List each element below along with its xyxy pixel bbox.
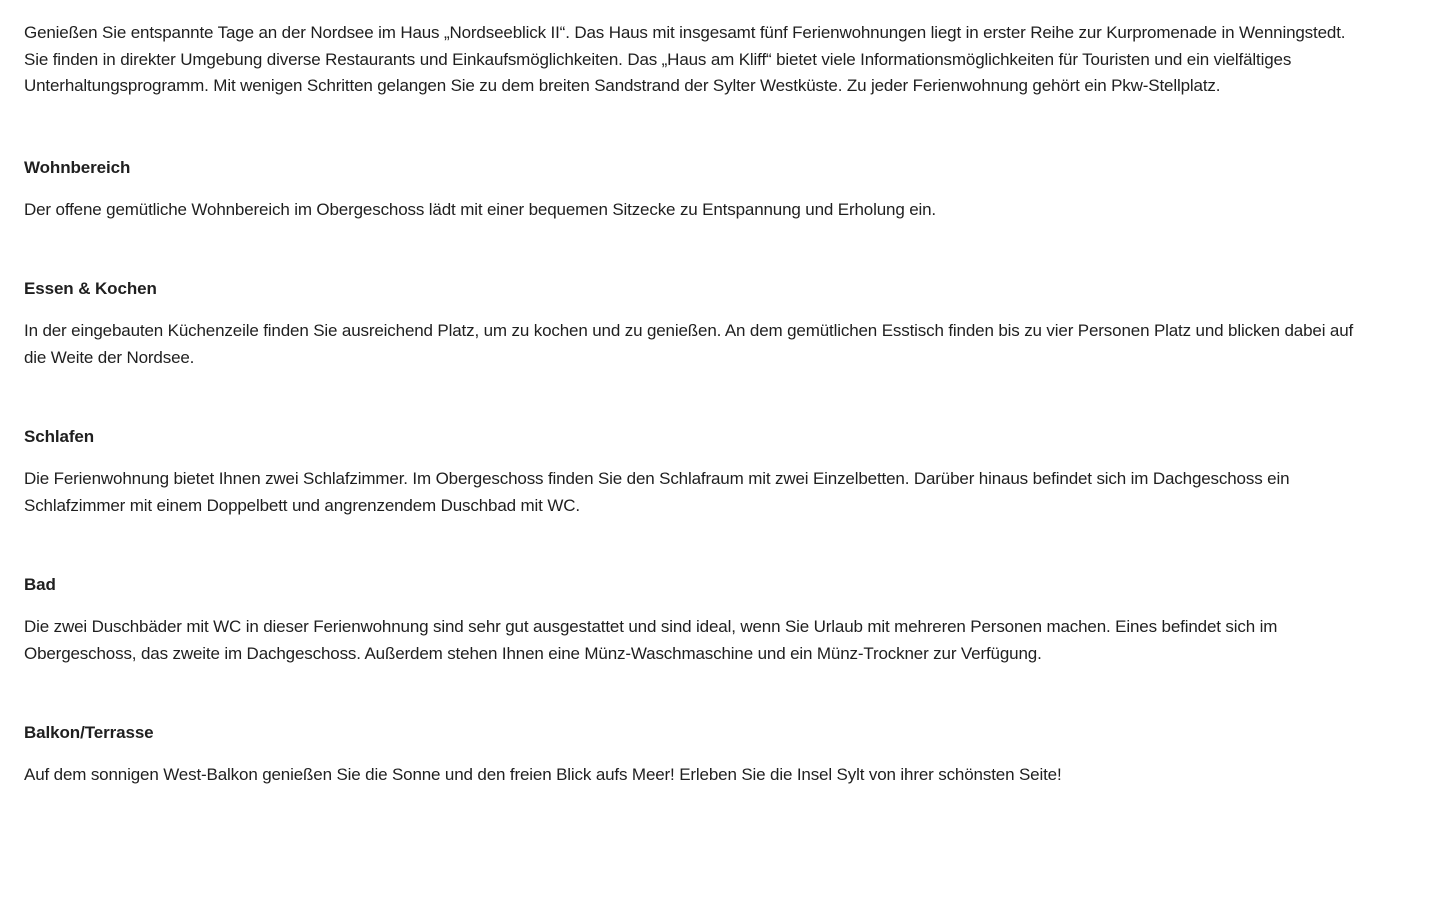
section-text: In der eingebauten Küchenzeile finden Sie ausreichend Platz, um zu kochen und zu genießen. An dem gemütlichen Esstisch finden bis zu vier Personen Platz und blicken dabei auf die Weite der Nordsee. [24,321,1354,367]
section-text: Die zwei Duschbäder mit WC in dieser Ferienwohnung sind sehr gut ausgestattet und sind ideal, wenn Sie Urlaub mit mehreren Personen machen. Eines befindet sich im Obergeschoss, das zweite im Dachgeschoss. Außerdem stehen Ihnen eine Münz-Waschmaschine und ein Münz-Trockner zur Verfügung. [24,617,1278,663]
document-content [24,20,1354,789]
section-text: Der offene gemütliche Wohnbereich im Obergeschoss lädt mit einer bequemen Sitzecke zu Entspannung und Erholung ein. [24,199,937,219]
section-text: Die Ferienwohnung bietet Ihnen zwei Schlafzimmer. Im Obergeschoss finden Sie den Schlafraum mit zwei Einzelbetten. Darüber hinaus befindet sich im Dachgeschoss ein Schlafzimmer mit einem Doppelbett und angrenzendem Duschbad mit WC. [24,469,1290,515]
section-heading: Bad [24,575,56,594]
section-heading: Essen & Kochen [24,279,157,298]
section-heading: Wohnbereich [24,157,131,177]
section-heading: Schlafen [24,427,95,446]
section-heading: Balkon/Terrasse [24,723,154,742]
section-wohnbereich [24,156,1354,224]
section-text: Auf dem sonnigen West-Balkon genießen Sie die Sonne und den freien Blick aufs Meer! Erleben Sie die Insel Sylt von ihrer schönsten Seite! [24,765,1062,784]
section-bad [24,573,1354,667]
section-balkon-terrasse [24,721,1354,789]
section-essen-kochen [24,277,1354,371]
intro-paragraph: Genießen Sie entspannte Tage an der Nordsee im Haus „Nordseeblick II“. Das Haus mit insgesamt fünf Ferienwohnungen liegt in erster Reihe zur Kurpromenade in Wenningstedt. Sie finden in direkter Umgebung diverse Restaurants und Einkaufsmöglichkeiten. Das „Haus am Kliff“ bietet viele Informationsmöglichkeiten für Touristen und ein vielfältiges Unterhaltungsprogramm. Mit wenigen Schritten gelangen Sie zu dem breiten Sandstrand der Sylter Westküste. Zu jeder Ferienwohnung gehört ein Pkw-Stellplatz. [24,23,1346,95]
section-schlafen [24,425,1354,519]
